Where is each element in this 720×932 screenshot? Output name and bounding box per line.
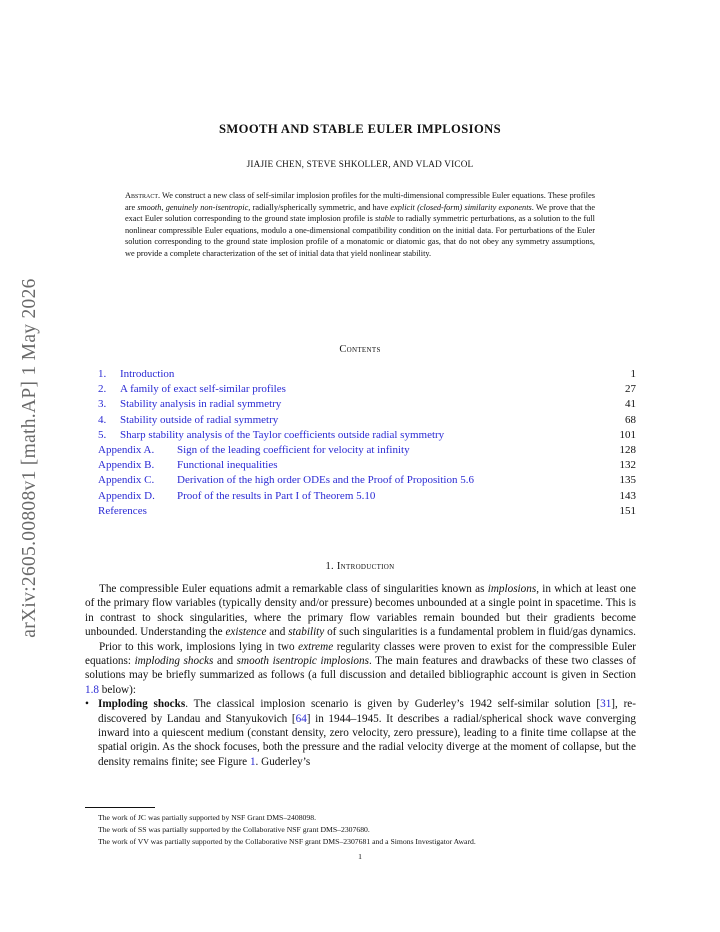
toc-link[interactable] [98,473,474,488]
toc-page: 143 [619,489,636,502]
citation-link[interactable]: 31 [600,698,612,711]
toc-page: 132 [619,459,636,472]
toc-number: 1. [98,368,107,380]
toc-link[interactable] [98,367,174,382]
toc-entry[interactable] [98,397,636,412]
toc-title: Stability outside of radial symmetry [120,413,279,426]
paragraph [85,640,636,698]
emph: extreme [298,640,334,653]
toc-entry[interactable] [98,428,636,443]
toc-entry[interactable] [98,367,636,382]
body-text [85,582,636,769]
abstract-emph: stable [375,214,395,224]
paragraph [85,582,636,640]
toc-link[interactable] [98,382,286,397]
abstract-text: . We prove that the exact Euler solution corresponding to the ground state implosion profile is [125,202,596,224]
text: of such singularities is a fundamental problem in fluid/gas dynamics. [324,626,636,639]
text: The compressible Euler equations admit a remarkable class of singularities known as [99,583,488,595]
toc-page: 151 [619,504,636,517]
author-list: JIAJIE CHEN, STEVE SHKOLLER, AND VLAD VICOL [246,159,474,169]
toc-page: 41 [625,398,636,411]
toc-link[interactable] [98,443,410,458]
text: . The main features and drawbacks of these two classes of solutions may be briefly summarized as follows (a full discussion and detailed bibliographic account is given in Section [85,655,636,682]
toc-title: Derivation of the high order ODEs and the Proof of Proposition 5.6 [177,474,474,487]
emph: stability [288,626,325,639]
toc-entry[interactable] [98,473,636,488]
bullet-item [85,697,636,769]
toc-entry[interactable] [98,382,636,397]
toc-number: Appendix B. [98,459,155,472]
toc-link[interactable] [98,428,444,443]
toc-title: Sign of the leading coefficient for velocity at infinity [177,444,410,457]
toc-number: Appendix D. [98,489,155,502]
text: and [266,626,289,639]
emph: smooth isentropic implosions [236,655,369,668]
toc-title: Proof of the results in Part I of Theorem 5.10 [177,489,376,502]
text: ], re-discovered by Landau and Stanyukovich [ [98,698,636,725]
footnote: The work of JC was partially supported by NSF Grant DMS–2408098. [98,813,317,822]
toc-number: Appendix C. [98,474,155,487]
toc-page: 68 [625,413,636,426]
contents-heading: Contents [339,344,381,355]
emph: imploding shocks [134,655,214,668]
section-link[interactable]: 1.8 [85,683,99,696]
toc-link[interactable] [98,458,278,473]
text: regularity classes were proven to exist for the compressible Euler equations: [85,640,637,668]
abstract-emph: explicit (closed-form) similarity exponents [390,202,532,212]
table-of-contents [98,367,636,519]
text: , in which at least one of the primary flow variables (typically density and/or pressure) becomes unbounded at a single point in spacetime. This is in contrast to shock singularities, where the primary flow variables remain bounded but their gradients become unbounded. Understanding the [85,583,636,639]
abstract-text: to radially symmetric perturbations, as a solution to the full nonlinear compressible Euler equations, modulo a one-dimensional compatibility condition on the initial data. For perturbations of the Euler solution corresponding to the ground state implosion profile of a monatomic or diatomic gas, that do not obey any symmetry assumptions, we provide a complete characterization of the set of initial data that yield nonlinear stability. [125,214,595,258]
citation-link[interactable]: 64 [295,712,307,725]
text: . The classical implosion scenario is given by Guderley’s 1942 self-similar solution [ [185,698,601,711]
toc-page: 27 [625,383,636,396]
toc-title: Introduction [120,368,175,380]
footnote: The work of SS was partially supported by the Collaborative NSF grant DMS–2307680. [98,825,370,835]
toc-page: 135 [619,474,636,487]
page-number: 1 [358,852,362,861]
abstract [125,190,595,260]
paper-title: SMOOTH AND STABLE EULER IMPLOSIONS [218,122,502,136]
footnote-rule [85,807,155,808]
toc-number: 5. [98,428,107,441]
toc-entry[interactable] [98,458,636,473]
toc-number: 3. [98,398,107,411]
toc-entry[interactable] [98,443,636,458]
abstract-text: , [161,202,166,212]
emph: existence [225,626,267,639]
toc-title: A family of exact self-similar profiles [120,383,286,396]
text: and [213,655,237,668]
toc-title: Sharp stability analysis of the Taylor coefficients outside radial symmetry [120,428,445,441]
text: below): [98,683,136,696]
toc-entry[interactable] [98,504,636,519]
text: Prior to this work, implosions lying in two [99,640,299,653]
section-heading: 1. Introduction [325,561,395,572]
abstract-emph: genuinely non-isentropic [165,202,249,212]
toc-title: References [98,504,147,517]
toc-link[interactable] [98,413,278,428]
text: . Guderley’s [255,755,311,768]
abstract-label: Abstract. [125,191,161,200]
toc-number: 4. [98,413,107,426]
toc-page: 1 [630,368,636,380]
toc-link[interactable] [98,397,281,412]
toc-number: Appendix A. [98,444,155,457]
figure-link[interactable]: 1 [249,755,256,768]
abstract-emph: smooth [137,202,162,212]
footnotes [98,812,638,848]
toc-entry[interactable] [98,489,636,504]
toc-entry[interactable] [98,413,636,428]
emph: implosions [487,583,537,595]
toc-title: Functional inequalities [177,459,278,472]
abstract-text: We construct a new class of self-similar implosion profiles for the multi-dimensional compressible Euler equations. These profiles are [125,191,595,212]
bullet-heading: Imploding shocks [98,698,186,711]
footnote: The work of VV was partially supported by the Collaborative NSF grant DMS–2307681 and a Simons Investigator Award. [98,837,476,847]
toc-link[interactable] [98,504,147,519]
abstract-text: , radially/spherically symmetric, and have [248,202,391,212]
toc-page: 101 [619,428,636,441]
arxiv-id-text: arXiv:2605.00808v1 [math.AP] 1 May 2026 [19,278,40,638]
bullet-mark: • [85,698,89,711]
toc-link[interactable] [98,489,375,504]
text: ] in 1944–1945. It describes a radial/spherical shock wave converging inward into a quiescent medium (constant density, zero velocity, zero pressure), leading to a finite time collapse at the spatial origin. As the shock focuses, both the pressure and the radial velocity diverge at the moment of collapse, but the density remains finite; see Figure [98,712,636,768]
arxiv-identifier [16,248,44,668]
toc-title: Stability analysis in radial symmetry [120,398,282,411]
toc-number: 2. [98,383,107,396]
toc-page: 128 [619,444,636,457]
